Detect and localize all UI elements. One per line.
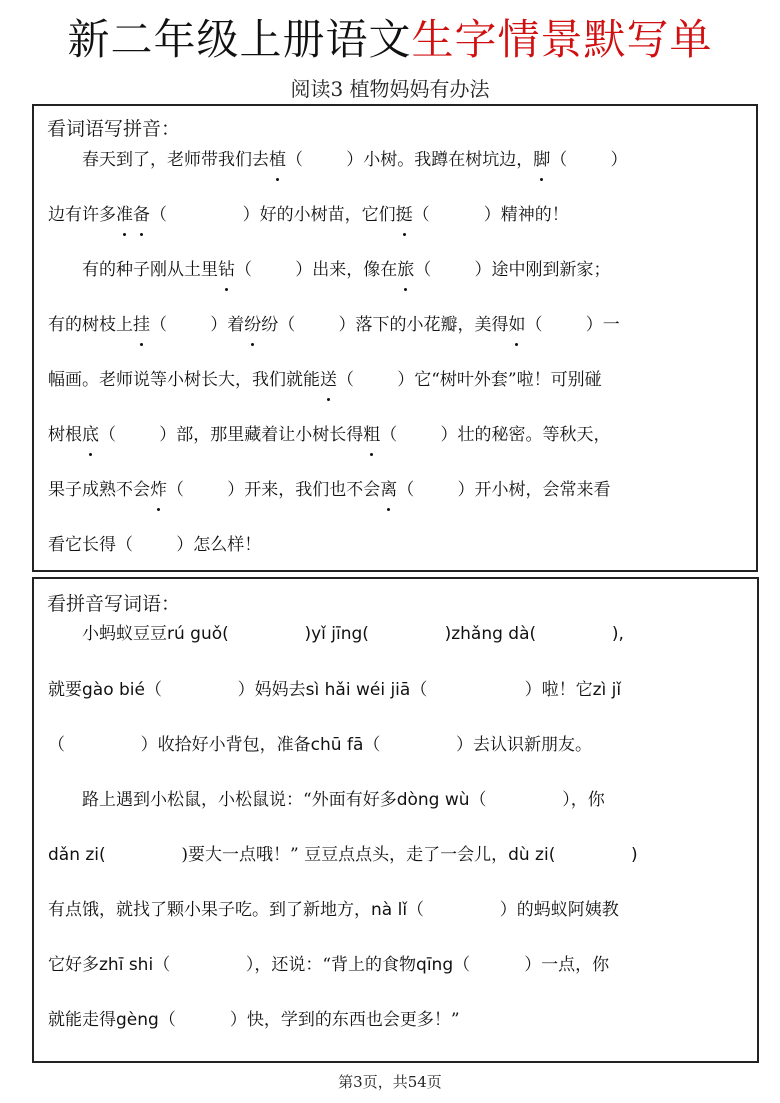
text: ）一点，你 <box>524 955 610 975</box>
target-char: 植 <box>269 145 286 175</box>
target-char: 旅 <box>397 255 414 285</box>
exercise-line <box>48 310 744 340</box>
paren-open: （ <box>153 955 171 975</box>
exercise-line <box>48 200 744 230</box>
text: ），你 <box>562 790 605 810</box>
text: 幅画。老师说等小树长大，我们就能 <box>48 370 320 390</box>
text: ）啦！它 <box>524 680 593 700</box>
exercise-line <box>48 475 744 505</box>
text: ）收拾好小背包，准备 <box>140 735 311 755</box>
target-char: 脚 <box>533 145 550 175</box>
paren-open: ( <box>548 845 556 865</box>
exercise-line <box>48 730 745 760</box>
paren-open: （ <box>145 680 162 700</box>
paren-open: ( <box>362 624 369 644</box>
paren-open: （ <box>412 205 430 225</box>
text: ）它“树叶外套”啦！可别碰 <box>397 370 602 390</box>
answer-blank[interactable] <box>431 255 474 285</box>
answer-blank[interactable] <box>470 950 524 980</box>
paren-open: （ <box>116 535 133 555</box>
paren-open: （ <box>380 425 398 445</box>
exercise-line <box>48 785 745 815</box>
target-char: 炸 <box>150 475 167 505</box>
text: ）妈妈去 <box>237 680 306 700</box>
text: 它好多 <box>48 955 99 975</box>
text: ）好的小树苗，它们 <box>242 205 396 225</box>
section-words-to-pinyin <box>32 104 758 572</box>
answer-blank[interactable] <box>65 730 141 760</box>
paren-open: （ <box>158 1010 176 1030</box>
paren-open: （ <box>48 735 65 755</box>
target-char: 钻 <box>218 255 235 285</box>
paren-open: （ <box>525 315 543 335</box>
paren-open: （ <box>410 680 428 700</box>
answer-blank[interactable] <box>542 310 585 340</box>
text: 春天到了，老师带我们去 <box>82 150 269 170</box>
text: ）去认识新朋友。 <box>456 735 593 755</box>
answer-blank[interactable] <box>303 145 346 175</box>
pinyin: zhī shi <box>99 955 154 975</box>
target-char: 纷 <box>244 310 261 340</box>
exercise-line <box>48 365 744 395</box>
paren-close: ) <box>444 624 452 644</box>
text: 树根 <box>48 425 82 445</box>
exercise-line <box>48 840 745 870</box>
text: ）落下的小花瓣，美得 <box>338 315 509 335</box>
paren-close: ), <box>611 624 624 644</box>
answer-blank[interactable] <box>424 895 500 925</box>
pinyin: zhǎng dà <box>451 624 530 644</box>
exercise-line <box>48 895 745 925</box>
paren-open: （ <box>167 480 184 500</box>
pinyin: zì jǐ <box>592 680 622 700</box>
answer-blank[interactable] <box>252 255 295 285</box>
section-heading: 看拼音写词语： <box>47 593 181 615</box>
text: 有点饿，就找了颗小果子吃。到了新地方， <box>48 900 371 920</box>
text: 有的种子刚从土里 <box>82 260 218 280</box>
pinyin: rú guǒ <box>167 624 223 644</box>
answer-blank[interactable] <box>167 200 243 230</box>
target-char: 如 <box>508 310 525 340</box>
exercise-line <box>48 619 745 649</box>
text: ）部，那里藏着让小树长得 <box>159 425 364 445</box>
answer-blank[interactable] <box>369 619 445 649</box>
paren-open: （ <box>407 900 425 920</box>
section-heading: 看词语写拼音： <box>47 118 181 140</box>
paren-open: 纷（ <box>261 315 296 335</box>
text: 有的树枝上 <box>48 315 133 335</box>
text: 边有许多 <box>48 205 116 225</box>
target-char: 挂 <box>133 310 150 340</box>
answer-blank[interactable] <box>116 420 159 450</box>
pinyin: sì hǎi wéi jiā <box>305 680 411 700</box>
pinyin: gèng <box>116 1010 159 1030</box>
exercise-line <box>48 675 745 705</box>
text: ）一 <box>585 315 620 335</box>
answer-blank[interactable] <box>167 310 210 340</box>
paren-open: ( <box>222 624 229 644</box>
paren-open: （ <box>397 480 415 500</box>
answer-blank[interactable] <box>555 840 631 870</box>
paren-open: （ <box>99 425 116 445</box>
text: ）出来，像在 <box>295 260 398 280</box>
exercise-line <box>48 420 744 450</box>
exercise-line <box>48 145 744 175</box>
target-char: 底 <box>82 420 99 450</box>
paren-open: ( <box>99 845 106 865</box>
answer-blank[interactable] <box>184 475 227 505</box>
target-char: 得 <box>99 535 116 555</box>
answer-blank[interactable] <box>536 619 612 649</box>
text: ）壮的秘密。等秋天， <box>440 425 611 445</box>
section-pinyin-to-words <box>32 577 759 1063</box>
answer-blank[interactable] <box>414 475 457 505</box>
paren-open: （ <box>286 150 303 170</box>
exercise-line <box>48 530 744 560</box>
paren-open: （ <box>550 150 568 170</box>
paren-open: （ <box>337 370 354 390</box>
target-char: 挺 <box>396 200 413 230</box>
pinyin: dù zi <box>508 845 549 865</box>
text: 就要 <box>48 680 82 700</box>
target-char: 粗 <box>363 420 380 450</box>
text: ）开小树，会常来看 <box>457 480 611 500</box>
pinyin: yǐ jīng <box>311 624 363 644</box>
paren-open: （ <box>469 790 487 810</box>
paren-open: ( <box>529 624 537 644</box>
text: ）开来，我们也不会 <box>227 480 381 500</box>
paren-close: ) <box>631 845 638 865</box>
exercise-line <box>48 1005 745 1035</box>
answer-blank[interactable] <box>427 675 524 705</box>
text: )要大一点哦！” 豆豆点点头，走了一会儿， <box>181 845 509 865</box>
paren-open: （ <box>235 260 252 280</box>
answer-blank[interactable] <box>162 675 238 705</box>
text: ）着 <box>210 315 245 335</box>
paren-open: （ <box>150 315 167 335</box>
text: ）怎么样！ <box>176 535 262 555</box>
text: ），还说：“背上的食物 <box>245 955 417 975</box>
target-char: 备 <box>133 200 150 230</box>
answer-blank[interactable] <box>170 950 246 980</box>
text: ）小树。我蹲在树坑边， <box>346 150 534 170</box>
text: ）精神的！ <box>483 205 569 225</box>
answer-blank[interactable] <box>430 200 484 230</box>
answer-blank[interactable] <box>487 785 563 815</box>
answer-blank[interactable] <box>397 420 440 450</box>
pinyin: nà lǐ <box>371 900 408 920</box>
target-char: 离 <box>380 475 397 505</box>
paren-open: （ <box>363 735 381 755</box>
answer-blank[interactable] <box>354 365 397 395</box>
paren-open: （ <box>414 260 432 280</box>
worksheet-title <box>0 10 780 70</box>
pinyin: qīng <box>416 955 454 975</box>
text: 小蚂蚁豆豆 <box>82 624 167 644</box>
text: 看它长 <box>48 535 99 555</box>
text: ）途中刚到新家； <box>474 260 611 280</box>
lesson-subtitle: 阅读3 植物妈妈有办法 <box>290 77 490 101</box>
pinyin: gào bié <box>82 680 145 700</box>
title-black: 新二年级上册语文 <box>67 15 412 64</box>
answer-blank[interactable] <box>106 840 182 870</box>
text: 路上遇到小松鼠，小松鼠说：“外面有好多 <box>82 790 397 810</box>
text: 果子成熟不会 <box>48 480 150 500</box>
text: 就能走得 <box>48 1010 116 1030</box>
exercise-line <box>48 950 745 980</box>
paren-close: ) <box>304 624 312 644</box>
answer-blank[interactable] <box>176 1005 230 1035</box>
paren-close: ） <box>610 150 628 170</box>
title-red: 生字情景默写单 <box>411 15 713 64</box>
answer-blank[interactable] <box>380 730 456 760</box>
text: ）的蚂蚁阿姨教 <box>499 900 619 920</box>
answer-blank[interactable] <box>567 145 610 175</box>
pinyin: chū fā <box>310 735 364 755</box>
answer-blank[interactable] <box>295 310 338 340</box>
text: ）快，学到的东西也会更多！” <box>229 1010 460 1030</box>
paren-open: （ <box>150 205 167 225</box>
target-char: 送 <box>320 365 337 395</box>
pinyin: dòng wù <box>396 790 470 810</box>
answer-blank[interactable] <box>229 619 305 649</box>
page-number: 第3页，共54页 <box>338 1073 442 1091</box>
pinyin: dǎn zi <box>48 845 100 865</box>
paren-open: （ <box>453 955 471 975</box>
target-char: 准 <box>116 200 133 230</box>
answer-blank[interactable] <box>133 530 176 560</box>
exercise-line <box>48 255 744 285</box>
